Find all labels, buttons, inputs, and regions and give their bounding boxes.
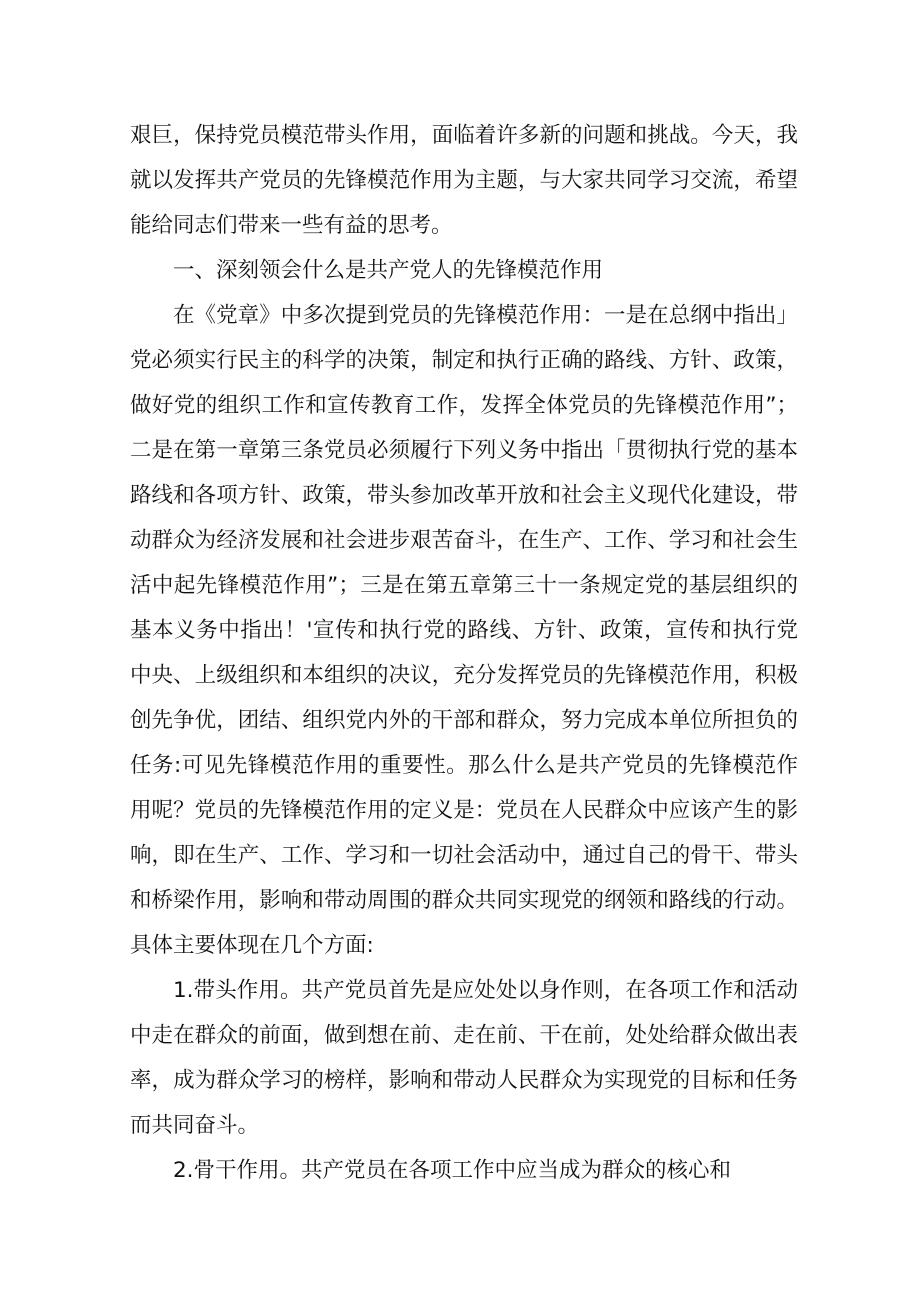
paragraph-intro: 艰巨，保持党员模范带头作用，面临着许多新的问题和挑战。今天，我就以发挥共产党员的先锋模范作用为主题，与大家共同学习交流，希望能给同志们带来一些有益的思考。 — [130, 123, 798, 238]
section-heading: 一、深刻领会什么是共产党人的先锋模范作用 — [173, 258, 604, 283]
paragraph-leading-role: 1.带头作用。共产党员首先是应处处以身作则，在各项工作和活动中走在群众的前面，做到想在前、走在前、干在前，处处给群众做出表率，成为群众学习的榜样，影响和带动人民群众为实现党的目标和任务而共同奋斗。 — [130, 978, 798, 1138]
document-body — [130, 113, 798, 1193]
paragraph-party-constitution: 在《党章》中多次提到党员的先锋模范作用：一是在总纲中指出」党必须实行民主的科学的决策，制定和执行正确的路线、方针、政策，做好党的组织工作和宣传教育工作，发挥全体党员的先锋模范作用”；二是在第一章第三条党员必须履行下列义务中指出「贯彻执行党的基本路线和各项方针、政策，带头参加改革开放和社会主义现代化建设，带动群众为经济发展和社会进步艰苦奋斗，在生产、工作、学习和社会生活中起先锋模范作用”；三是在第五章第三十一条规定党的基层组织的基本义务中指出！'宣传和执行党的路线、方针、政策，宣传和执行党中央、上级组织和本组织的决议，充分发挥党员的先锋模范作用，积极创先争优，团结、组织党内外的干部和群众，努力完成本单位所担负的任务:可见先锋模范作用的重要性。那么什么是共产党员的先锋模范作用呢？党员的先锋模范作用的定义是：党员在人民群众中应该产生的影响，即在生产、工作、学习和一切社会活动中，通过自己的骨干、带头和桥梁作用，影响和带动周围的群众共同实现党的纲领和路线的行动。具体主要体现在几个方面: — [130, 303, 798, 958]
paragraph-backbone-role: 2.骨干作用。共产党员在各项工作中应当成为群众的核心和 — [173, 1158, 732, 1183]
